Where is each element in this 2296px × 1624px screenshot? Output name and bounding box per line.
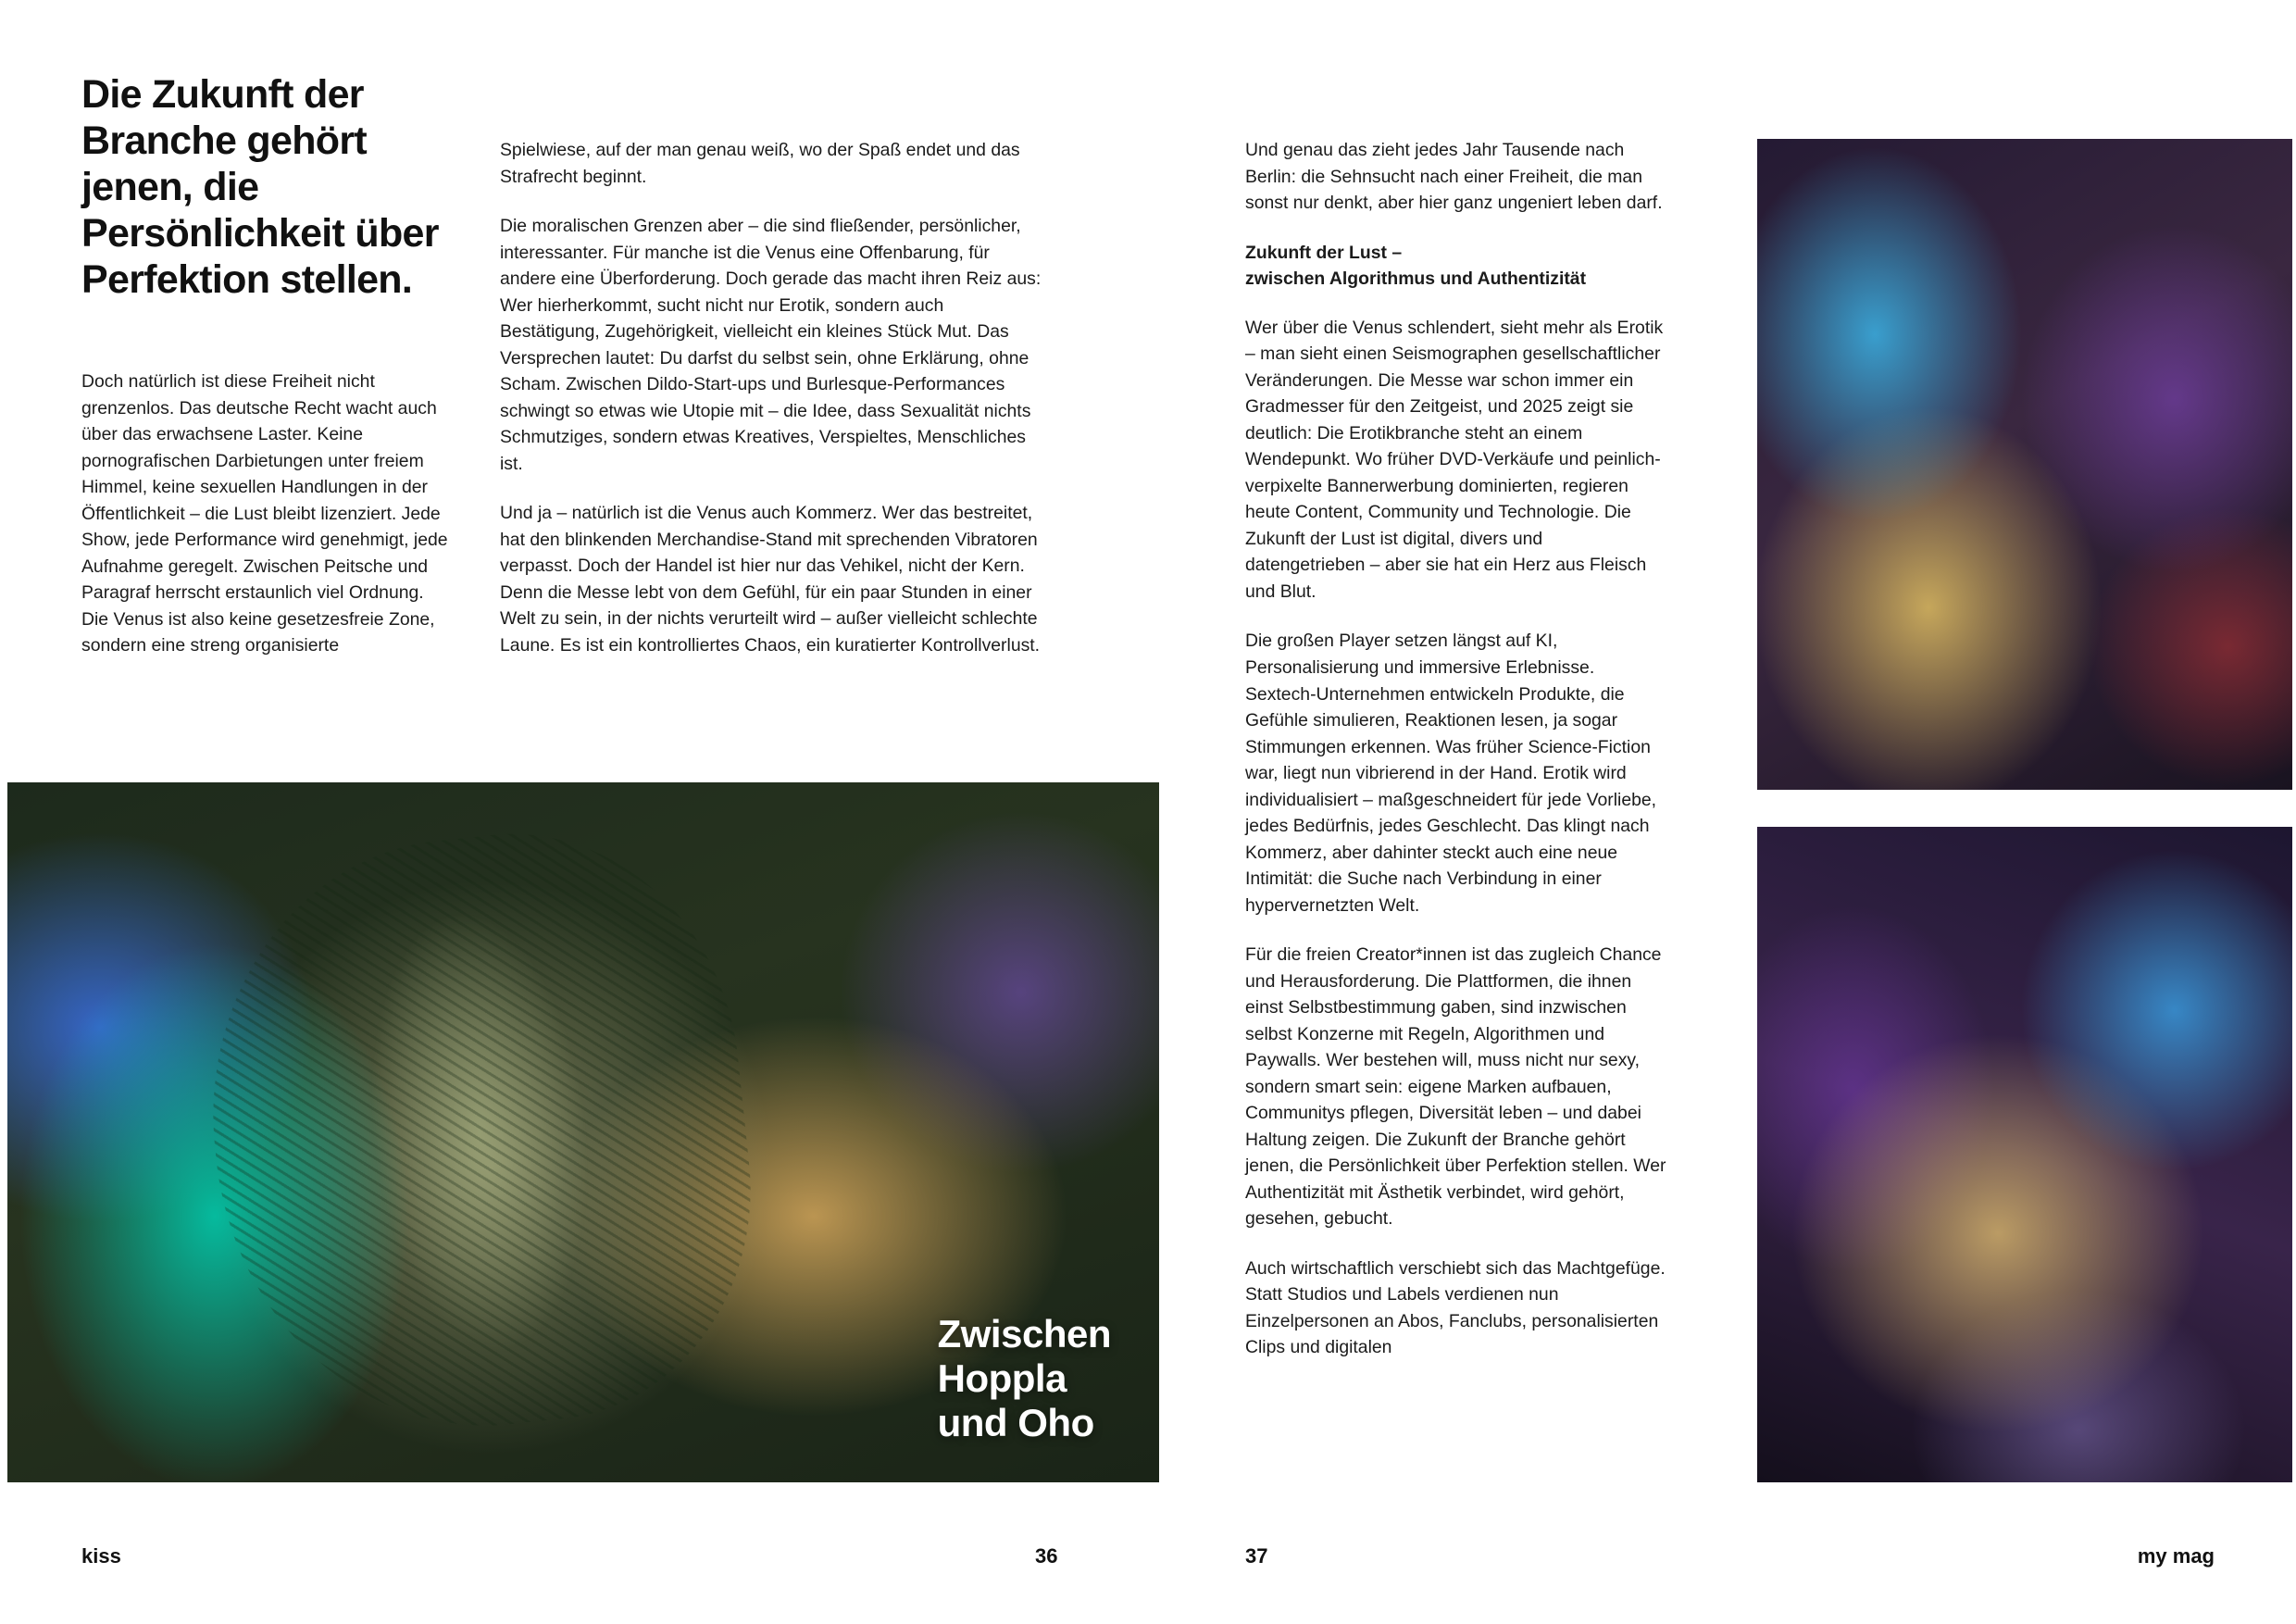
paragraph: Die großen Player setzen längst auf KI, Personalisierung und immersive Erlebnisse. Sextech-Unternehmen entwickeln Produkte, die Gefühle simulieren, Reaktionen lesen, ja sogar Stimmungen erkennen. Was früher Science-Fiction war, liegt nun vibrierend in der Hand. Erotik wird individualisiert – maßgeschneidert für jede Vorliebe, jedes Bedürfnis, jedes Geschlecht. Das klingt nach Kommerz, aber dahinter steckt auch eine neue Intimität: die Suche nach Verbindung in einer hypervernetzten Welt. xyxy=(1245,631,1657,916)
photo-performer-reclining xyxy=(1757,827,2292,1482)
paragraph: Die moralischen Grenzen aber – die sind fließender, persönlicher, interessanter. Für manche ist die Venus eine Offenbarung, für andere eine Überforderung. Doch gerade das macht ihren Reiz aus: Wer hierherkommt, sucht nicht nur Erotik, sondern auch Bestätigung, Zugehörigkeit, vielleicht ein kleines Stück Mut. Das Versprechen lautet: Du darfst du selbst sein, ohne Erklärung, ohne Scham. Zwischen Dildo-Start-ups und Burlesque-Performances schwingt so etwas wie Utopie mit – die Idee, dass Sexualität nichts Schmutziges, sondern etwas Kreatives, Verspieltes, Menschliches ist. xyxy=(500,216,1042,474)
footer-brand-right: my mag xyxy=(2137,1544,2215,1568)
paragraph: Und ja – natürlich ist die Venus auch Kommerz. Wer das bestreitet, hat den blinkenden Merchandise-Stand mit sprechenden Vibratoren verpasst. Doch der Handel ist hier nur das Vehikel, nicht der Kern. Denn die Messe lebt von dem Gefühl, für ein paar Stunden in einer Welt zu sein, in der nichts verurteilt wird – außer vielleicht schlechte Laune. Es ist ein kontrolliertes Chaos, ein kuratierter Kontrollverlust. xyxy=(500,503,1041,656)
page-title: Die Zukunft der Branche gehört jenen, die Persönlichkeit über Perfektion stellen. xyxy=(81,72,439,302)
page-number-right: 37 xyxy=(1245,1544,1268,1568)
paragraph: Doch natürlich ist diese Freiheit nicht grenzenlos. Das deutsche Recht wacht auch über das erwachsene Laster. Keine pornografischen Darbietungen unter freiem Himmel, keine sexuellen Handlungen in der Öffentlichkeit – die Lust bleibt lizenziert. Jede Show, jede Performance wird genehmigt, jede Aufnahme geregelt. Zwischen Peitsche und Paragraf herrscht erstaunlich viel Ordnung. Die Venus ist also keine gesetzesfreie Zone, sondern eine streng organisierte xyxy=(81,371,448,656)
paragraph: Spielwiese, auf der man genau weiß, wo der Spaß endet und das Strafrecht beginnt. xyxy=(500,140,1020,187)
body-column-2 xyxy=(500,137,1048,658)
photo-nightclub-performers xyxy=(7,782,1159,1482)
body-column-1 xyxy=(81,369,452,659)
paragraph: Auch wirtschaftlich verschiebt sich das Machtgefüge. Statt Studios und Labels verdienen nun Einzelpersonen an Abos, Fanclubs, personalisierten Clips und digitalen xyxy=(1245,1257,1666,1358)
section-subheading: Zukunft der Lust – zwischen Algorithmus und Authentizität xyxy=(1245,242,1587,289)
paragraph: Für die freien Creator*innen ist das zugleich Chance und Herausforderung. Die Plattformen, die ihnen einst Selbstbestimmung gaben, sind inzwischen selbst Konzerne mit Regeln, Algorithmen und Paywalls. Wer bestehen will, muss nicht nur sexy, sondern smart sein: eigene Marken aufbauen, Communitys pflegen, Diversität leben – und dabei Haltung zeigen. Die Zukunft der Branche gehört jenen, die Persönlichkeit über Perfektion stellen. Wer Authentizität mit Ästhetik verbindet, wird gehört, gesehen, gebucht. xyxy=(1245,944,1666,1230)
photo-caption: Zwischen Hoppla und Oho xyxy=(937,1312,1111,1445)
photo-stage-duo xyxy=(1757,139,2292,790)
paragraph: Und genau das zieht jedes Jahr Tausende nach Berlin: die Sehnsucht nach einer Freiheit, die man sonst nur denkt, aber hier ganz ungeniert leben darf. xyxy=(1245,140,1663,214)
page-number-left: 36 xyxy=(1035,1544,1058,1568)
footer-brand-left: kiss xyxy=(81,1544,121,1568)
paragraph: Wer über die Venus schlendert, sieht mehr als Erotik – man sieht einen Seismographen gesellschaftlicher Veränderungen. Die Messe war schon immer ein Gradmesser für den Zeitgeist, und 2025 zeigt sie deutlich: Die Erotikbranche steht an einem Wendepunkt. Wo früher DVD-Verkäufe und peinlich-verpixelte Bannerwerbung dominierten, regieren heute Content, Community und Technologie. Die Zukunft der Lust ist digital, divers und datengetrieben – aber sie hat ein Herz aus Fleisch und Blut. xyxy=(1245,317,1664,602)
body-column-3 xyxy=(1245,137,1666,1361)
